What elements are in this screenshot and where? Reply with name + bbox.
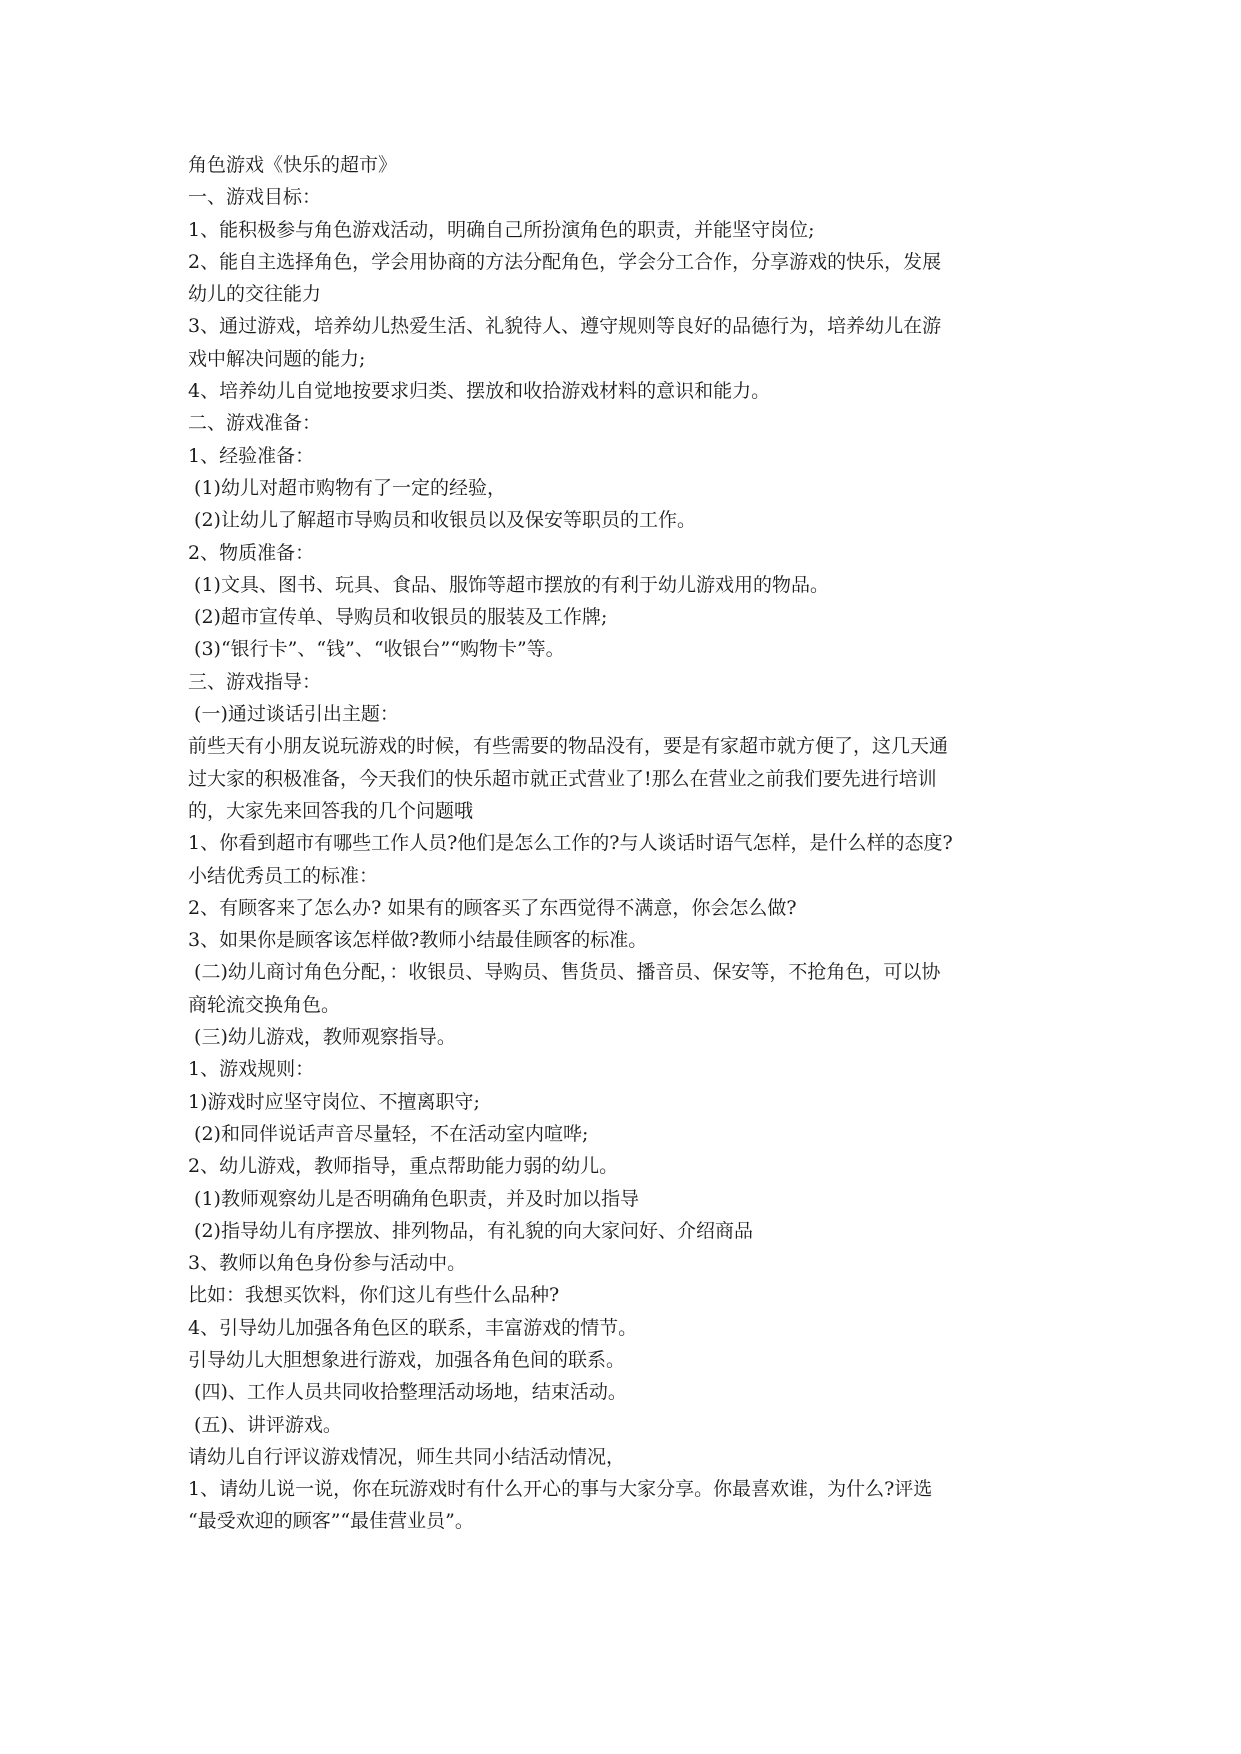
text-line: (一)通过谈话引出主题： [188,703,399,726]
document-lines [188,181,1068,1537]
text-line: (1)幼儿对超市购物有了一定的经验， [188,476,506,499]
text-line: 小结优秀员工的标准： [188,864,379,887]
text-line: (五)、讲评游戏。 [188,1413,342,1436]
text-line: 2、有顾客来了怎么办? 如果有的顾客买了东西觉得不满意，你会怎么做? [188,896,797,919]
text-line: (四)、工作人员共同收拾整理活动场地，结束活动。 [188,1381,627,1404]
text-line: (2)指导幼儿有序摆放、排列物品，有礼貌的向大家问好、介绍商品 [188,1219,753,1242]
text-line: 戏中解决问题的能力; [188,347,366,370]
text-line: (2)让幼儿了解超市导购员和收银员以及保安等职员的工作。 [188,509,696,532]
text-line: 三、游戏指导： [188,670,322,693]
text-line: (1)文具、图书、玩具、食品、服饰等超市摆放的有利于幼儿游戏用的物品。 [188,573,829,596]
text-line: 前些天有小朋友说玩游戏的时候，有些需要的物品没有，要是有家超市就方便了，这几天通 [188,735,949,758]
text-line: 2、能自主选择角色，学会用协商的方法分配角色，学会分工合作，分享游戏的快乐，发展 [188,250,942,273]
text-line: 的，大家先来回答我的几个问题哦 [188,799,474,822]
text-line: “最受欢迎的顾客”“最佳营业员”。 [188,1510,474,1533]
document-body [188,149,1068,1538]
text-line: 1、经验准备： [188,444,315,467]
text-line: 过大家的积极准备，今天我们的快乐超市就正式营业了!那么在营业之前我们要先进行培训 [188,767,937,790]
document-title: 角色游戏《快乐的超市》 [188,154,398,176]
text-line: 比如：我想买饮料，你们这儿有些什么品种? [188,1284,560,1307]
text-line: 2、幼儿游戏，教师指导，重点帮助能力弱的幼儿。 [188,1155,619,1178]
text-line: 1、请幼儿说一说，你在玩游戏时有什么开心的事与大家分享。你最喜欢谁，为什么?评选 [188,1478,933,1501]
text-line: 幼儿的交往能力 [188,283,322,306]
text-line: 引导幼儿大胆想象进行游戏，加强各角色间的联系。 [188,1348,626,1371]
text-line: (2)和同伴说话声音尽量轻，不在活动室内喧哗; [188,1122,589,1145]
text-line: 1、你看到超市有哪些工作人员?他们是怎么工作的?与人谈话时语气怎样，是什么样的态度? [188,832,953,855]
text-line: 1、游戏规则： [188,1058,315,1081]
text-line: 3、通过游戏，培养幼儿热爱生活、礼貌待人、遵守规则等良好的品德行为，培养幼儿在游 [188,315,942,338]
text-line: 3、教师以角色身份参与活动中。 [188,1252,467,1275]
text-line: 4、引导幼儿加强各角色区的联系，丰富游戏的情节。 [188,1316,638,1339]
text-line: (三)幼儿游戏，教师观察指导。 [188,1026,456,1049]
text-line: 1)游戏时应坚守岗位、不擅离职守; [188,1090,480,1113]
text-line: (二)幼儿商讨角色分配，：收银员、导购员、售货员、播音员、保安等，不抢角色，可以协 [188,961,941,984]
text-line: 1、能积极参与角色游戏活动，明确自己所扮演角色的职责，并能坚守岗位; [188,218,815,241]
text-line: 二、游戏准备： [188,412,322,435]
text-line: (1)教师观察幼儿是否明确角色职责，并及时加以指导 [188,1187,639,1210]
text-line: 商轮流交换角色。 [188,993,341,1016]
text-line: 3、如果你是顾客该怎样做?教师小结最佳顾客的标准。 [188,929,648,952]
text-line: 2、物质准备： [188,541,315,564]
text-line: (2)超市宣传单、导购员和收银员的服装及工作牌; [188,606,608,629]
text-line: 一、游戏目标： [188,186,322,209]
text-line: 请幼儿自行评议游戏情况，师生共同小结活动情况， [188,1445,626,1468]
text-line: 4、培养幼儿自觉地按要求归类、摆放和收拾游戏材料的意识和能力。 [188,380,771,403]
text-line: (3)“银行卡”、“钱”、“收银台”“购物卡”等。 [188,638,565,661]
